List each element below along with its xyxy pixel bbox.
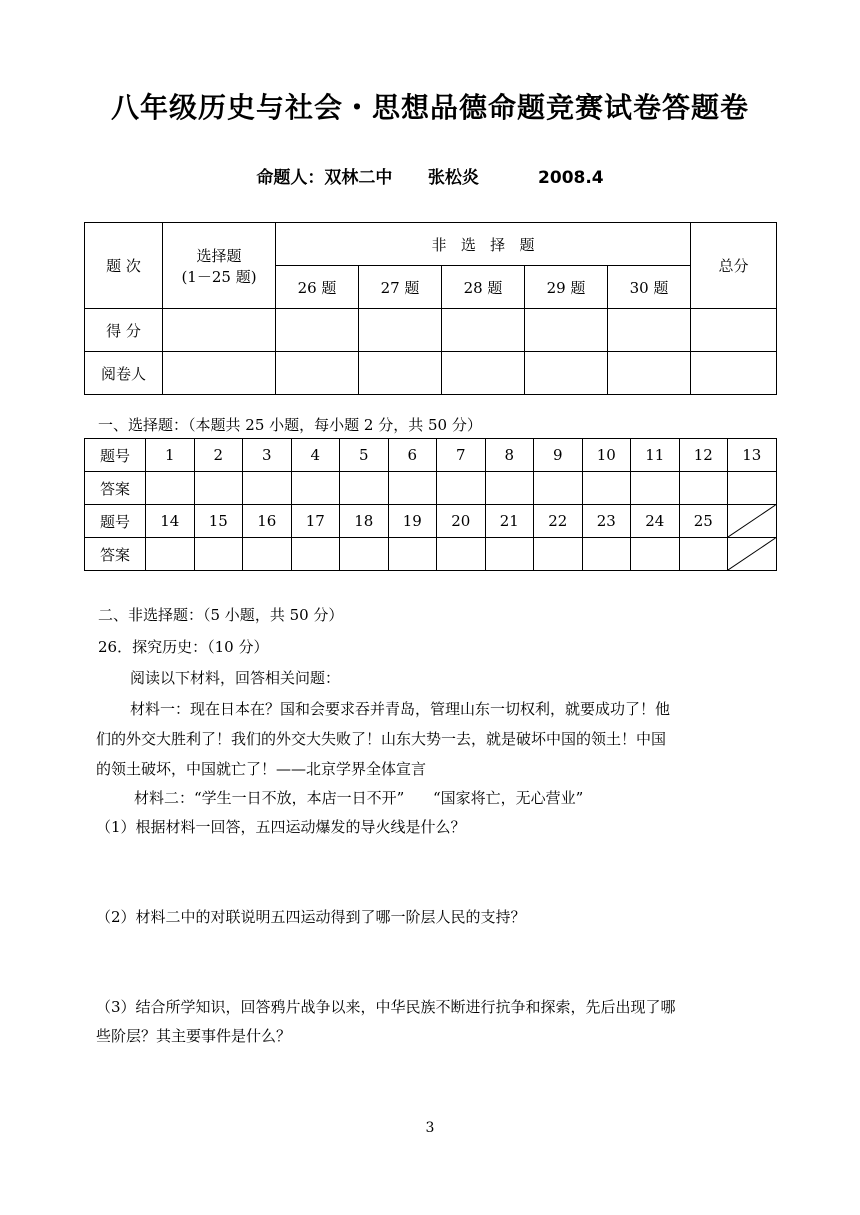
question-number: 10 <box>582 439 631 472</box>
question-1: （1）根据材料一回答，五四运动爆发的导火线是什么？ <box>96 818 466 836</box>
choice-header-line2: (1－25 题) <box>181 267 257 286</box>
answer-cell[interactable] <box>437 472 486 505</box>
diagonal-line <box>728 538 776 570</box>
answer-cell[interactable] <box>388 538 437 571</box>
answer-row-label: 答案 <box>85 472 146 505</box>
question-number: 7 <box>437 439 486 472</box>
grader-cell[interactable] <box>276 352 359 395</box>
grader-cell[interactable] <box>525 352 608 395</box>
question-number: 20 <box>437 505 486 538</box>
section1-heading: 一、选择题：（本题共 25 小题，每小题 2 分，共 50 分） <box>98 416 482 434</box>
section2-heading: 二、非选择题：（5 小题，共 50 分） <box>98 606 344 624</box>
crossed-out-cell <box>728 505 777 538</box>
question-number: 25 <box>679 505 728 538</box>
question-number: 21 <box>485 505 534 538</box>
grader-row-label: 阅卷人 <box>85 352 163 395</box>
question-30-header: 30 题 <box>608 266 691 309</box>
score-cell[interactable] <box>442 309 525 352</box>
answer-cell[interactable] <box>340 472 389 505</box>
diagonal-line <box>728 505 776 537</box>
score-row-label: 得 分 <box>85 309 163 352</box>
answer-cell[interactable] <box>485 472 534 505</box>
material1-line1: 材料一：现在日本在？国和会要求吞并青岛，管理山东一切权利，就要成功了！他 <box>130 700 671 718</box>
question-number: 19 <box>388 505 437 538</box>
answer-cell[interactable] <box>631 538 680 571</box>
answer-cell[interactable] <box>243 538 292 571</box>
question-number: 1 <box>146 439 195 472</box>
answer-cell[interactable] <box>146 472 195 505</box>
grader-cell[interactable] <box>691 352 777 395</box>
question-number: 6 <box>388 439 437 472</box>
question-number: 11 <box>631 439 680 472</box>
total-header-cell: 总分 <box>691 223 777 309</box>
question-number: 22 <box>534 505 583 538</box>
question-number: 13 <box>728 439 777 472</box>
question-26-title: 26．探究历史：（10 分） <box>98 638 269 656</box>
question-29-header: 29 题 <box>525 266 608 309</box>
question-number: 17 <box>291 505 340 538</box>
question-number: 12 <box>679 439 728 472</box>
answer-cell[interactable] <box>194 538 243 571</box>
question-number: 8 <box>485 439 534 472</box>
answer-cell[interactable] <box>340 538 389 571</box>
score-table <box>84 222 777 395</box>
choice-header-cell <box>163 223 276 309</box>
grader-cell[interactable] <box>359 352 442 395</box>
answer-grid-table <box>84 438 777 571</box>
answer-cell[interactable] <box>388 472 437 505</box>
answer-cell[interactable] <box>631 472 680 505</box>
question-number: 18 <box>340 505 389 538</box>
answer-cell[interactable] <box>582 538 631 571</box>
question-number: 9 <box>534 439 583 472</box>
header-item-cell: 题 次 <box>85 223 163 309</box>
grader-cell[interactable] <box>608 352 691 395</box>
answer-cell[interactable] <box>437 538 486 571</box>
question-number: 14 <box>146 505 195 538</box>
question-27-header: 27 题 <box>359 266 442 309</box>
material2: 材料二：“学生一日不放，本店一日不开” “国家将亡，无心营业” <box>134 789 584 807</box>
answer-cell[interactable] <box>291 472 340 505</box>
number-row-label: 题号 <box>85 439 146 472</box>
answer-cell[interactable] <box>146 538 195 571</box>
material1-line3: 的领土破坏，中国就亡了！——北京学界全体宣言 <box>96 760 427 778</box>
question-2: （2）材料二中的对联说明五四运动得到了哪一阶层人民的支持？ <box>96 908 526 926</box>
answer-cell[interactable] <box>194 472 243 505</box>
question-number: 23 <box>582 505 631 538</box>
choice-header-line1: 选择题 <box>196 246 242 265</box>
answer-cell[interactable] <box>679 538 728 571</box>
answer-cell[interactable] <box>291 538 340 571</box>
score-cell[interactable] <box>359 309 442 352</box>
answer-cell[interactable] <box>582 472 631 505</box>
crossed-out-cell <box>728 538 777 571</box>
question-number: 4 <box>291 439 340 472</box>
question-28-header: 28 题 <box>442 266 525 309</box>
page-number: 3 <box>425 1120 435 1136</box>
question-number: 3 <box>243 439 292 472</box>
answer-row-label: 答案 <box>85 538 146 571</box>
grader-cell[interactable] <box>442 352 525 395</box>
non-choice-header-cell: 非 选 择 题 <box>276 223 691 266</box>
question-number: 2 <box>194 439 243 472</box>
score-cell[interactable] <box>525 309 608 352</box>
material1-line2: 们的外交大胜利了！我们的外交大失败了！山东大势一去，就是破坏中国的领土！中国 <box>96 730 667 748</box>
score-cell[interactable] <box>163 309 276 352</box>
score-cell[interactable] <box>276 309 359 352</box>
page-title: 八年级历史与社会・思想品德命题竞赛试卷答题卷 <box>110 91 749 124</box>
answer-cell[interactable] <box>243 472 292 505</box>
answer-cell[interactable] <box>679 472 728 505</box>
question-number: 5 <box>340 439 389 472</box>
question-number: 15 <box>194 505 243 538</box>
grader-cell[interactable] <box>163 352 276 395</box>
number-row-label: 题号 <box>85 505 146 538</box>
question-26-header: 26 题 <box>276 266 359 309</box>
reading-intro: 阅读以下材料，回答相关问题： <box>130 669 341 687</box>
question-3-line2: 些阶层？其主要事件是什么？ <box>96 1027 292 1045</box>
answer-cell[interactable] <box>485 538 534 571</box>
author-line: 命题人：双林二中 张松炎 2008.4 <box>256 168 604 188</box>
question-number: 24 <box>631 505 680 538</box>
question-3-line1: （3）结合所学知识，回答鸦片战争以来，中华民族不断进行抗争和探索，先后出现了哪 <box>96 998 676 1016</box>
answer-cell[interactable] <box>728 472 777 505</box>
question-number: 16 <box>243 505 292 538</box>
answer-cell[interactable] <box>534 472 583 505</box>
answer-cell[interactable] <box>534 538 583 571</box>
score-cell[interactable] <box>608 309 691 352</box>
score-cell[interactable] <box>691 309 777 352</box>
